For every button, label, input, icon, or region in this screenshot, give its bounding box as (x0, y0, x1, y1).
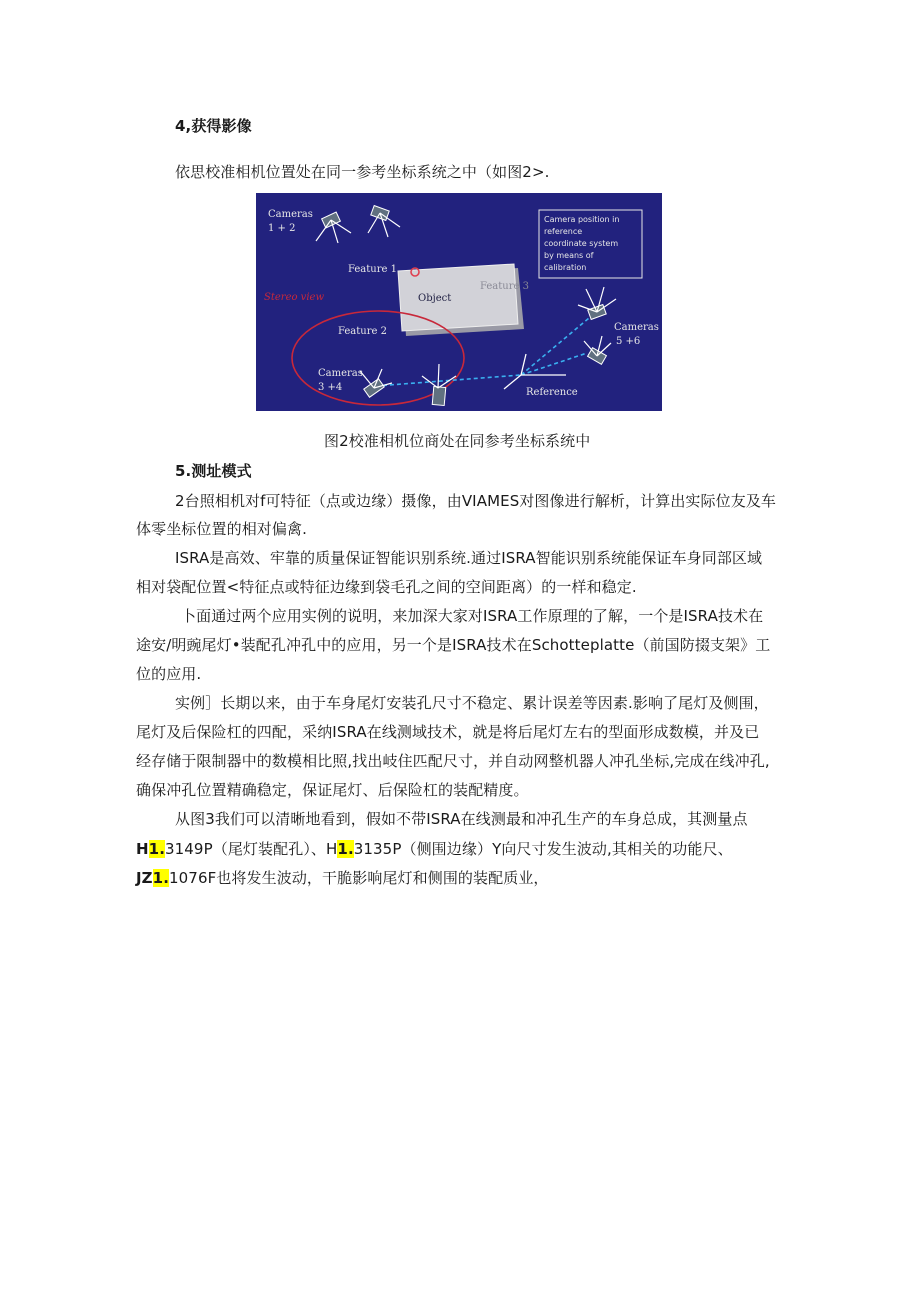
label-feature-2: Feature 2 (338, 326, 387, 337)
paragraph-2-line-2: 相对袋配位置<特征点或特征边缘到袋毛孔之间的空间距离）的一样和稳定. (136, 578, 637, 596)
highlight-3: 1. (152, 869, 170, 887)
info-box-line-3: coordinate system (544, 239, 619, 248)
paragraph-4-line-1: 实例］长期以来，由于车身尾灯安装孔尺寸不稳定、累计误差等因素.影响了尾灯及侧围， (175, 694, 769, 712)
paragraph-2-line-1: ISRA是高效、牢靠的质量保证智能识别系统.通过ISRA智能识别系统能保证车身同部区域 (175, 549, 763, 567)
highlight-1: 1. (148, 840, 165, 858)
figure-caption: 图2校准相机位商处在同参考坐标系统中 (324, 432, 591, 450)
measure-point-text-c: 1076F也将发生波动，干脆影响尾灯和侧围的装配质业， (169, 869, 549, 887)
section-5-heading: 5.测址模式 (175, 462, 252, 480)
section-4-text: 依思校准相机位置处在同一参考坐标系统之中（如图2>. (175, 163, 550, 181)
paragraph-4-line-2: 尾灯及后保险杠的四配，采纳ISRA在线测域技术，就是将后尾灯左右的型面形成数模，并及已 (136, 723, 760, 741)
label-cameras-12-a: Cameras (268, 209, 313, 220)
paragraph-1-line-2: 体零坐标位置的相对偏禽. (136, 520, 307, 538)
label-feature-1: Feature 1 (348, 264, 397, 275)
label-reference: Reference (526, 387, 578, 398)
measure-point-h-prefix: H (136, 840, 149, 858)
info-box-line-4: by means of (544, 251, 594, 260)
camera-calibration-figure (256, 193, 662, 411)
paragraph-3-line-2: 途安/明豌尾灯•装配孔冲孔中的应用，另一个是ISRA技术在Schotteplatte（前国防掇支架》工 (136, 636, 771, 654)
paragraph-4-line-3: 经存储于限制器中的数模相比照,找出岐住匹配尺寸，并自动网整机器人冲孔坐标,完成在线冲孔, (136, 752, 770, 770)
paragraph-3-line-1: 卜面通过两个应用实例的说明，来加深大家对ISRA工作原理的了解，一个是ISRA技术在 (181, 607, 764, 625)
measure-point-jz-prefix: JZ (136, 869, 153, 887)
paragraph-5-line-3 (136, 868, 549, 888)
section-4-heading: 4,获得影像 (175, 117, 252, 135)
label-object: Object (418, 293, 452, 304)
label-feature-3: Feature 3 (480, 281, 529, 292)
highlight-2: 1. (337, 840, 354, 858)
paragraph-3-line-3: 位的应用. (136, 665, 202, 683)
paragraph-1-line-1: 2台照相机对f可特征（点或边缘）摄像，由VIAMES对图像进行解析，计算出实际位友及车 (175, 492, 777, 510)
paragraph-5-line-2 (136, 839, 733, 859)
label-cameras-34-b: 3 +4 (318, 382, 343, 393)
label-cameras-56-b: 5 +6 (616, 336, 641, 347)
measure-point-text-a: 3149P（尾灯装配孔）、H (165, 840, 338, 858)
label-stereo-view: Stereo view (264, 292, 325, 303)
info-box-line-2: reference (544, 227, 583, 236)
info-box-line-5: calibration (544, 263, 587, 272)
label-cameras-34-a: Cameras (318, 368, 363, 379)
label-cameras-12-b: 1 + 2 (268, 223, 296, 234)
label-cameras-56-a: Cameras (614, 322, 659, 333)
measure-point-text-b: 3135P（侧围边缘）Y向尺寸发生波动,其相关的功能尺、 (353, 840, 733, 858)
paragraph-4-line-4: 确保冲孔位置精确稳定，保证尾灯、后保险杠的装配精度。 (136, 781, 529, 799)
info-box-line-1: Camera position in (544, 215, 620, 224)
paragraph-5-line-1: 从图3我们可以清晰地看到，假如不带ISRA在线测最和冲孔生产的车身总成，其测量点 (175, 810, 748, 828)
